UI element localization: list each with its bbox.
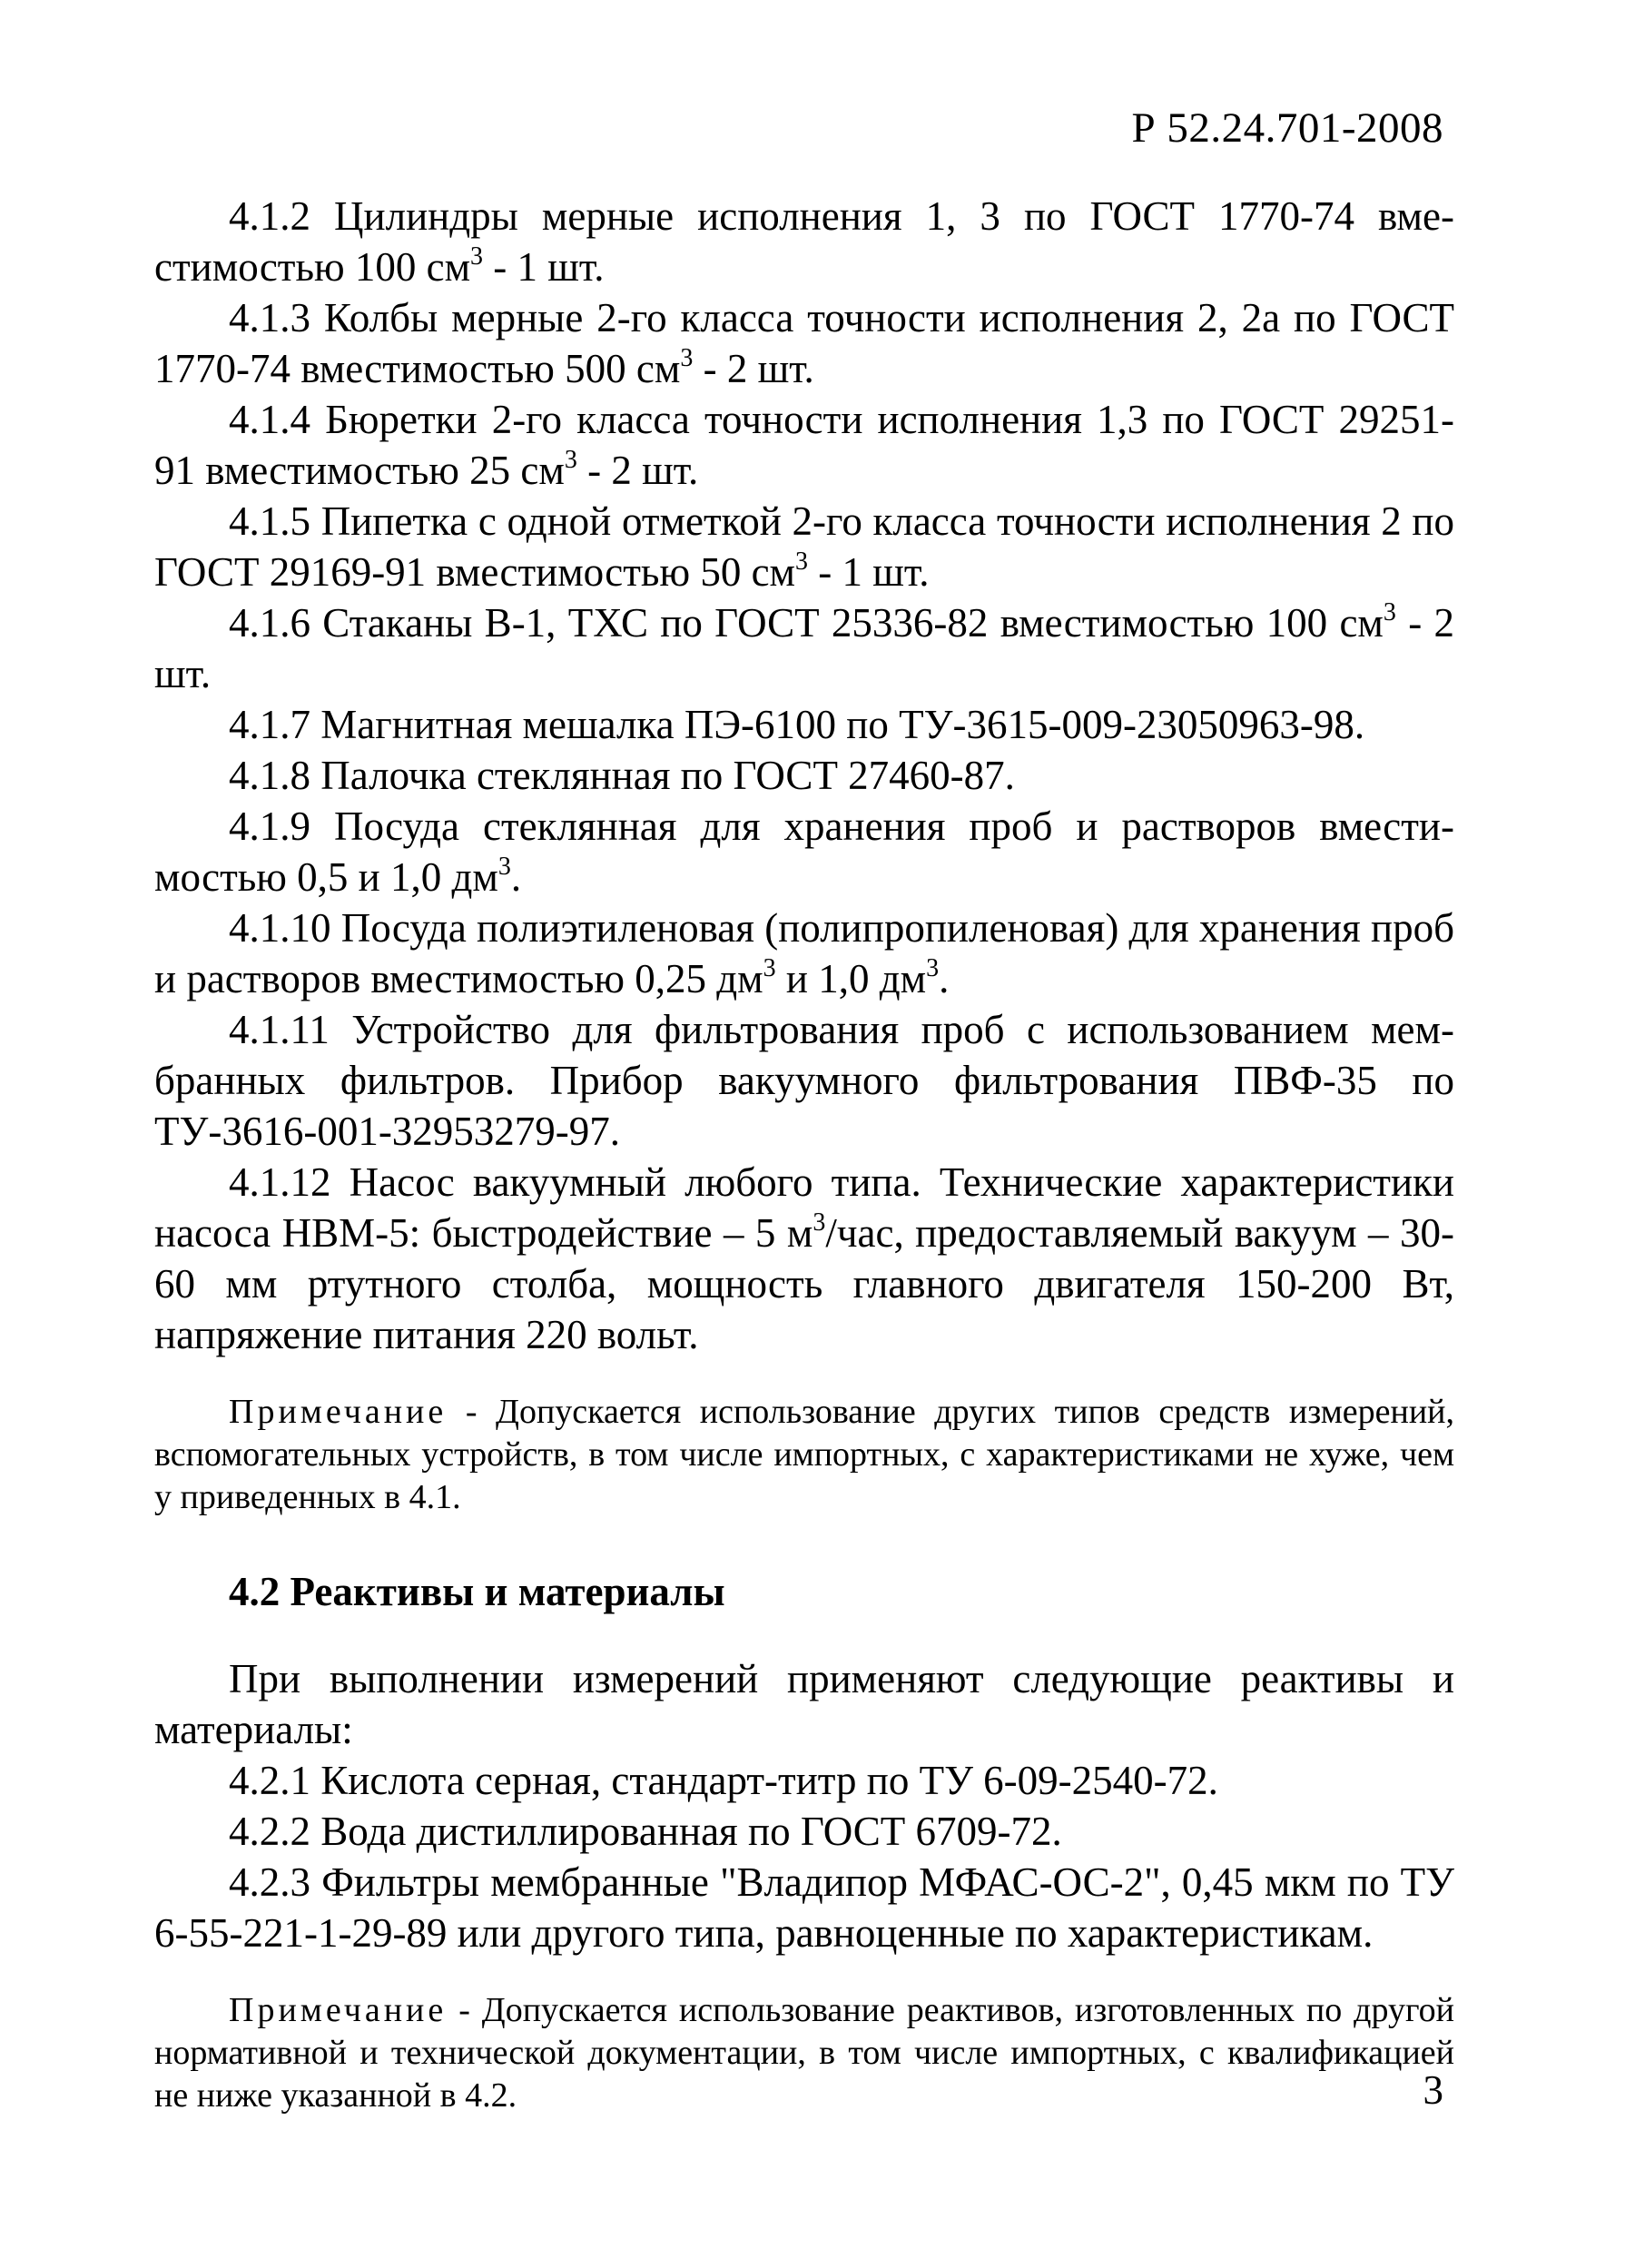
section-4-2-intro: При выполнении измерений применяют следующие реактивы и материалы:	[154, 1656, 1454, 1752]
page-content	[154, 191, 1454, 2117]
item-4-2-1: 4.2.1 Кислота серная, стандарт-титр по ТУ 6-09-2540-72.	[229, 1758, 1218, 1803]
section-heading-4-2: 4.2 Реактивы и материалы	[229, 1569, 725, 1614]
document-code: Р 52.24.701-2008	[1131, 104, 1443, 152]
item-4-1-5: 4.1.5 Пипетка с одной отметкой 2-го класса точности исполнения 2 по ГОСТ 29169-91 вместимостью 50 $см^3 - 1$ шт.	[154, 498, 1454, 595]
item-4-1-10: 4.1.10 Посуда полиэтиленовая (полипропиленовая) для хранения проб и растворов вместимостью 0,25 $дм^3$ и 1,0 $дм^3$.	[154, 905, 1454, 1001]
item-4-1-3: 4.1.3 Колбы мерные 2-го класса точности исполнения 2, 2а по ГОСТ 1770-74 вместимостью 500 $см^3 - 2$ шт.	[154, 295, 1454, 391]
note-4-2: Примечание - Допускается использование реактивов, изготовленных по другой нормативной и технической документации, в том числе импортных, с квалификацией не ниже указанной в 4.2.	[154, 1991, 1454, 2115]
item-4-1-7: 4.1.7 Магнитная мешалка ПЭ-6100 по ТУ-3615-009-23050963-98.	[229, 702, 1365, 747]
item-4-1-9: 4.1.9 Посуда стеклянная для хранения проб и растворов вместимостью 0,5 и 1,0 $дм^3$.	[154, 804, 1454, 900]
item-4-1-8: 4.1.8 Палочка стеклянная по ГОСТ 27460-87.	[229, 753, 1015, 798]
item-4-2-3: 4.2.3 Фильтры мембранные "Владипор МФАС-ОС-2", 0,45 мкм по ТУ 6-55-221-1-29-89 или другого типа, равноценные по характеристикам.	[154, 1859, 1454, 1956]
note-label: Примечание	[229, 1393, 448, 1431]
item-4-1-2: 4.1.2 Цилиндры мерные исполнения 1, 3 по ГОСТ 1770-74 вместимостью 100 $см^3 - 1$ шт.	[154, 193, 1454, 290]
item-4-1-11: 4.1.11 Устройство для фильтрования проб с использованием мембранных фильтров. Прибор вакуумного фильтрования ПВФ-35 по ТУ-3616-001-32953279-97.	[154, 1007, 1454, 1154]
item-4-1-6: 4.1.6 Стаканы В-1, ТХС по ГОСТ 25336-82 вместимостью 100 $см^3 - 2$ шт.	[154, 598, 1454, 696]
page-number: 3	[1423, 2067, 1443, 2113]
note-4-1: Примечание - Допускается использование других типов средств измерений, вспомогательных устройств, в том числе импортных, с характеристиками не хуже, чем у приведенных в 4.1.	[154, 1393, 1454, 1516]
item-4-1-4: 4.1.4 Бюретки 2-го класса точности исполнения 1,3 по ГОСТ 29251-91 вместимостью 25 $см^3 - 2$ шт.	[154, 397, 1454, 493]
item-4-2-2: 4.2.2 Вода дистиллированная по ГОСТ 6709-72.	[229, 1809, 1062, 1854]
note-label: Примечание	[229, 1991, 448, 2029]
item-4-1-12: 4.1.12 Насос вакуумный любого типа. Технические характеристики насоса НВМ-5: быстродействие – 5 $м^3$/час, предоставляемый вакуум – 30-60 мм ртутного столба, мощность главного двигателя 150-200 Вт, напряжение питания 220 вольт.	[154, 1159, 1454, 1357]
